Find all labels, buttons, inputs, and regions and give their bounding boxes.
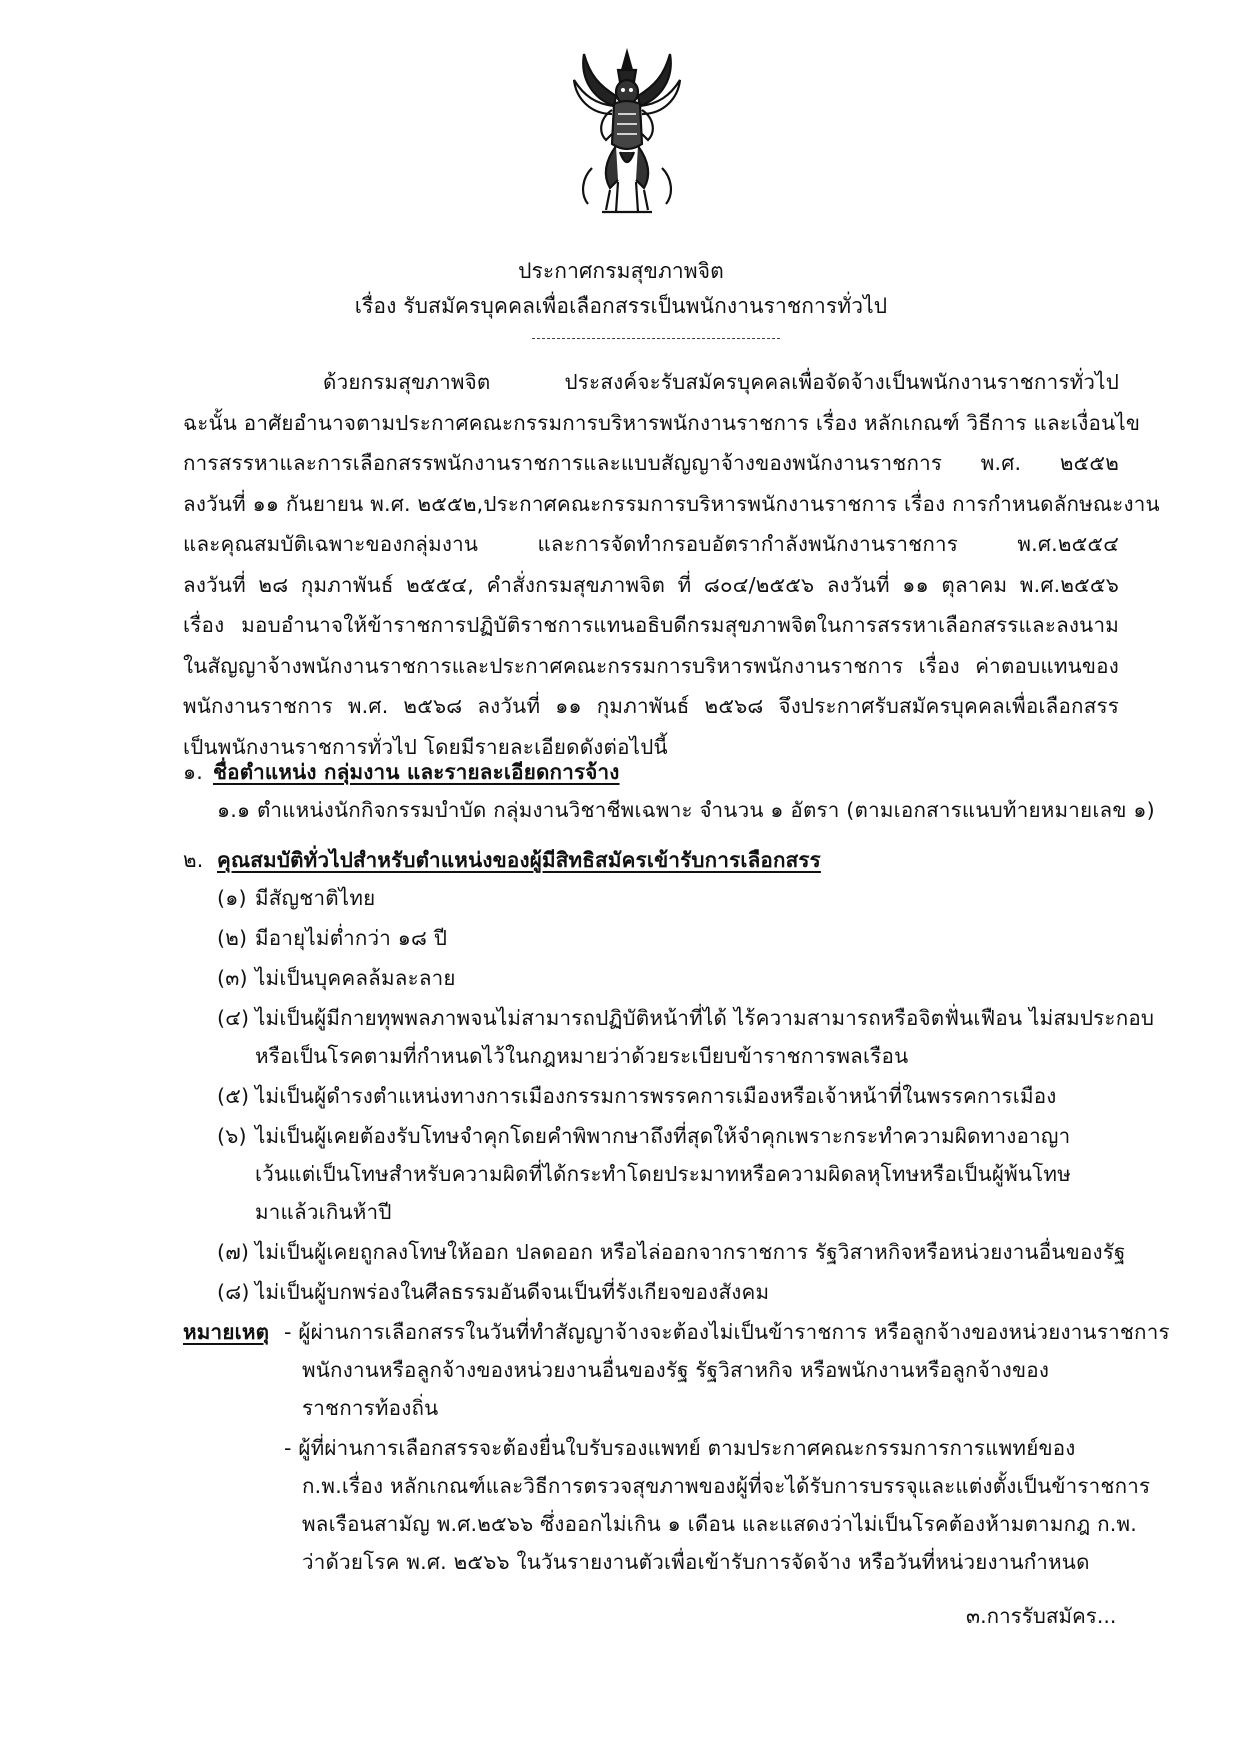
qualification-number: (๒) <box>217 926 248 950</box>
intro-line: พนักงานราชการ พ.ศ. ๒๕๖๘ ลงวันที่ ๑๑ กุมภาพันธ์ ๒๕๖๘ จึงประกาศรับสมัครบุคคลเพื่อเลือกสรร <box>183 694 1119 718</box>
qualification-text: ไม่เป็นผู้เคยถูกลงโทษให้ออก ปลดออก หรือไล่ออกจากราชการ รัฐวิสาหกิจหรือหน่วยงานอื่นของรัฐ <box>255 1240 1126 1264</box>
qualification-number: (๗) <box>217 1240 250 1264</box>
qualification-text: ไม่เป็นผู้เคยต้องรับโทษจำคุกโดยคำพิพากษาถึงที่สุดให้จำคุกเพราะกระทำความผิดทางอาญา <box>255 1124 1071 1148</box>
intro-line: ลงวันที่ ๑๑ กันยายน พ.ศ. ๒๕๕๒,ประกาศคณะกรรมการบริหารพนักงานราชการ เรื่อง การกำหนดลักษณะงาน <box>183 491 1160 516</box>
announcement-subject: เรื่อง รับสมัครบุคคลเพื่อเลือกสรรเป็นพนักงานราชการทั่วไป <box>354 294 888 318</box>
qualification-text: มาแล้วเกินห้าปี <box>255 1200 392 1224</box>
qualification-text: ไม่เป็นผู้มีกายทุพพลภาพจนไม่สามารถปฏิบัติหน้าที่ได้ ไร้ความสามารถหรือจิตฟั่นเฟือน ไม่สมประกอบ <box>255 1006 1155 1030</box>
qualification-text: หรือเป็นโรคตามที่กำหนดไว้ในกฎหมายว่าด้วยระเบียบข้าราชการพลเรือน <box>255 1044 909 1068</box>
qualification-text: ไม่เป็นผู้ดำรงตำแหน่งทางการเมืองกรรมการพรรคการเมืองหรือเจ้าหน้าที่ในพรรคการเมือง <box>255 1084 1057 1108</box>
remark-text: ก.พ.เรื่อง หลักเกณฑ์และวิธีการตรวจสุขภาพของผู้ที่จะได้รับการบรรจุและแต่งตั้งเป็นข้าราชการ <box>302 1474 1151 1498</box>
announcement-title: ประกาศกรมสุขภาพจิต <box>518 259 724 283</box>
qualification-text: ไม่เป็นบุคคลล้มละลาย <box>255 966 456 990</box>
section-2-number: ๒. <box>183 848 204 872</box>
section-2-heading: คุณสมบัติทั่วไปสำหรับตำแหน่งของผู้มีสิทธิสมัครเข้ารับการเลือกสรร <box>217 848 821 872</box>
remarks-label: หมายเหตุ <box>183 1320 270 1344</box>
qualification-number: (๓) <box>217 966 248 990</box>
section-1-number: ๑. <box>183 760 204 784</box>
garuda-emblem-icon <box>572 48 682 218</box>
intro-line: เรื่อง มอบอำนาจให้ข้าราชการปฏิบัติราชการแทนอธิบดีกรมสุขภาพจิตในการสรรหาเลือกสรรและลงนาม <box>183 613 1119 637</box>
dashed-divider <box>532 338 780 339</box>
remark-text: ว่าด้วยโรค พ.ศ. ๒๕๖๖ ในวันรายงานตัวเพื่อเข้ารับการจัดจ้าง หรือวันที่หน่วยงานกำหนด <box>302 1550 1090 1574</box>
continuation-note: ๓.การรับสมัคร... <box>966 1604 1117 1628</box>
remark-text: - ผู้ผ่านการเลือกสรรในวันที่ทำสัญญาจ้างจะต้องไม่เป็นข้าราชการ หรือลูกจ้างของหน่วยงานราชการ <box>284 1320 1170 1344</box>
qualification-number: (๘) <box>217 1280 250 1304</box>
intro-line: ลงวันที่ ๒๘ กุมภาพันธ์ ๒๕๕๔, คำสั่งกรมสุขภาพจิต ที่ ๘๐๔/๒๕๕๖ ลงวันที่ ๑๑ ตุลาคม พ.ศ.๒๕๕๖ <box>183 572 1119 597</box>
intro-line: เป็นพนักงานราชการทั่วไป โดยมีรายละเอียดดังต่อไปนี้ <box>183 734 668 759</box>
qualification-number: (๑) <box>217 886 247 910</box>
qualification-number: (๔) <box>217 1006 250 1030</box>
intro-line: การสรรหาและการเลือกสรรพนักงานราชการและแบบสัญญาจ้างของพนักงานราชการ พ.ศ. ๒๕๕๒ <box>183 451 1119 475</box>
intro-line: ในสัญญาจ้างพนักงานราชการและประกาศคณะกรรมการบริหารพนักงานราชการ เรื่อง ค่าตอบแทนของ <box>183 653 1119 678</box>
intro-line: ด้วยกรมสุขภาพจิต ประสงค์จะรับสมัครบุคคลเพื่อจัดจ้างเป็นพนักงานราชการทั่วไป <box>323 370 1119 394</box>
section-1-heading: ชื่อตำแหน่ง กลุ่มงาน และรายละเอียดการจ้าง <box>213 760 620 784</box>
qualification-text: เว้นแต่เป็นโทษสำหรับความผิดที่ได้กระทำโดยประมาทหรือความผิดลหุโทษหรือเป็นผู้พ้นโทษ <box>255 1162 1071 1186</box>
remark-text: ราชการท้องถิ่น <box>302 1396 439 1420</box>
qualification-text: มีสัญชาติไทย <box>255 886 376 910</box>
remark-text: พลเรือนสามัญ พ.ศ.๒๕๖๖ ซึ่งออกไม่เกิน ๑ เดือน และแสดงว่าไม่เป็นโรคต้องห้ามตามกฎ ก.พ. <box>302 1512 1138 1536</box>
intro-line: และคุณสมบัติเฉพาะของกลุ่มงาน และการจัดทำกรอบอัตรากำลังพนักงานราชการ พ.ศ.๒๕๕๔ <box>183 532 1119 556</box>
section-1-item: ๑.๑ ตำแหน่งนักกิจกรรมบำบัด กลุ่มงานวิชาชีพเฉพาะ จำนวน ๑ อัตรา (ตามเอกสารแนบท้ายหมายเลข ๑) <box>217 798 1155 822</box>
qualification-number: (๖) <box>217 1124 247 1148</box>
qualification-number: (๕) <box>217 1084 250 1108</box>
remark-text: - ผู้ที่ผ่านการเลือกสรรจะต้องยื่นใบรับรองแพทย์ ตามประกาศคณะกรรมการการแพทย์ของ <box>284 1436 1076 1460</box>
intro-line: ฉะนั้น อาศัยอำนาจตามประกาศคณะกรรมการบริหารพนักงานราชการ เรื่อง หลักเกณฑ์ วิธีการ และเงื่อนไข <box>183 410 1141 435</box>
qualification-text: ไม่เป็นผู้บกพร่องในศีลธรรมอันดีจนเป็นที่รังเกียจของสังคม <box>255 1280 770 1304</box>
qualification-text: มีอายุไม่ต่ำกว่า ๑๘ ปี <box>255 926 448 950</box>
intro-paragraph <box>183 362 1160 767</box>
remark-text: พนักงานหรือลูกจ้างของหน่วยงานอื่นของรัฐ รัฐวิสาหกิจ หรือพนักงานหรือลูกจ้างของ <box>302 1358 1050 1382</box>
